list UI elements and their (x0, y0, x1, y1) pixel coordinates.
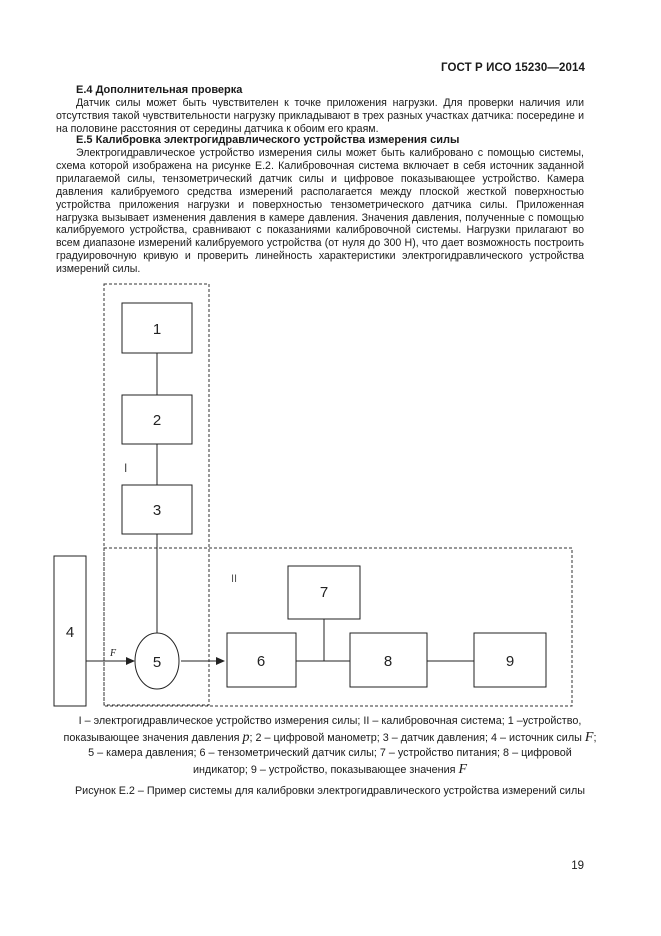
document-code: ГОСТ Р ИСО 15230—2014 (440, 62, 585, 74)
section-e5-text: Электрогидравлическое устройство измерения силы может быть калибровано с помощью системы, схема которой изображена на рисунке Е.2. Калибровочная система включает в себя источник заданной прилагаемой силы, тензометрический датчик силы и цифровое показывающее устройство. Камера давления калибруемого средства измерений располагается между плоской жесткой поверхностью устройства приложения нагрузки и поверхностью тензометрического датчика силы. Приложенная нагрузка вызывает изменения давления в камере давления. Значения давления, полученные с помощью калибруемого устройства, сравнивают с показаниями калибровочной системы. Нагрузки прилагают во всем диапазоне измерений калибруемого устройства (от нуля до 300 Н), что дает возможность построить градуировочную кривую и проверить линейность характеристики электрогидравлического устройства измерений силы. (56, 147, 584, 276)
box-8 (350, 633, 427, 687)
box-1 (122, 303, 192, 353)
box-9 (474, 633, 546, 687)
svg-text:7: 7 (319, 584, 329, 601)
svg-text:1: 1 (152, 321, 162, 338)
box-2 (122, 395, 192, 444)
force-symbol: F (110, 648, 117, 659)
box-7 (288, 566, 360, 619)
figure-title: Рисунок Е.2 – Пример системы для калибровки электрогидравлического устройства измерений силы (74, 785, 586, 797)
svg-text:5: 5 (152, 654, 162, 671)
section-e5-title: Е.5 Калибровка электрогидравлического устройства измерения силы (76, 134, 460, 146)
box-4 (54, 556, 86, 706)
region-i-label: I (124, 461, 128, 475)
svg-text:3: 3 (152, 502, 162, 519)
section-e4-text: Датчик силы может быть чувствителен к точке приложения нагрузки. Для проверки наличия или отсутствия такой чувствительности нагрузку прикладывают в трех разных участках датчика: посередине и на половине расстояния от середины датчика к обоим его краям. (56, 97, 584, 135)
svg-text:2: 2 (152, 412, 162, 429)
circle-5 (135, 633, 179, 689)
section-e4-title: Е.4 Дополнительная проверка (76, 84, 243, 96)
svg-text:6: 6 (256, 653, 266, 670)
symbol-f-2: F (458, 761, 468, 777)
region-ii-label: II (231, 573, 238, 585)
page-number: 19 (571, 860, 584, 872)
svg-text:4: 4 (65, 624, 75, 641)
svg-text:8: 8 (383, 653, 393, 670)
box-6 (227, 633, 296, 687)
figure-legend: I – электрогидравлическое устройство измерения силы; II – калибровочная система; 1 –устройство, показывающее значения давления p; 2 – цифровой манометр; 3 – датчик давления; 4 – источник силы F; 5 – камера давления; 6 – тензометрический датчик силы; 7 – устройство питания; 8 – цифровой индикатор; 9 – устройство, показывающее значения F (63, 715, 597, 777)
symbol-p: p (242, 729, 250, 745)
svg-text:9: 9 (505, 653, 515, 670)
box-3 (122, 485, 192, 534)
symbol-f: F (584, 729, 594, 745)
